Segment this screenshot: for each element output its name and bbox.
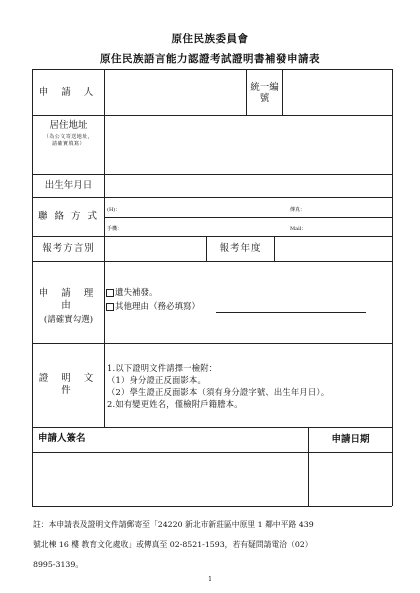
- dialect-label: 報考方言別: [42, 243, 95, 254]
- other-reason-underline: [216, 312, 366, 313]
- address-note: （為公文寄送地址，請確實填寫）: [43, 134, 94, 147]
- footnote: [33, 515, 398, 575]
- dialect-field[interactable]: [105, 237, 206, 261]
- address-label-text: 居住地址: [49, 120, 88, 131]
- id-number-label: 統一編號: [250, 82, 279, 104]
- footnote-line-1: 註：本申請表及證明文件請郵寄至「24220 新北市新莊區中原里 1 鄰中平路 439: [33, 520, 314, 529]
- docs-line-4: 2.如有變更姓名，僅檢附戶籍謄本。: [107, 399, 243, 409]
- home-phone-label: (H)：: [107, 207, 121, 213]
- exam-year-field[interactable]: [275, 237, 392, 261]
- footnote-line-2: 號北棟 16 樓 教育文化處收」或傳真至 02-8521-1593，若有疑問請電洽（02）: [33, 540, 313, 549]
- row-divider: [32, 261, 392, 262]
- org-title: 原住民族委員會: [171, 33, 249, 45]
- apply-date-label: 申請日期: [331, 434, 370, 445]
- mobile-label: 手機：: [107, 226, 123, 232]
- contact-inner-divider: [104, 217, 392, 218]
- docs-list: [107, 362, 392, 410]
- footnote-line-3: 8995-3139。: [33, 560, 84, 569]
- other-checkbox[interactable]: [106, 303, 114, 311]
- docs-line-1: 1.以下證明文件請擇一檢附：: [107, 363, 218, 373]
- id-number-field[interactable]: [283, 70, 392, 115]
- lost-option-text: 遺失補發。: [115, 288, 158, 298]
- table-right-border: [392, 69, 393, 506]
- form-title: 原住民族語言能力認證考試證明書補發申請表: [100, 53, 320, 65]
- exam-year-label: 報考年度: [219, 243, 262, 254]
- applicant-name-field[interactable]: [105, 70, 246, 115]
- other-option-text: 其他理由（務必填寫）: [115, 302, 201, 312]
- lost-checkbox[interactable]: [106, 289, 114, 297]
- table-bottom-border: [32, 506, 392, 507]
- address-label: [33, 120, 104, 148]
- reason-label-text: 申 請 理 由: [38, 288, 99, 311]
- row-divider: [32, 343, 392, 344]
- apply-date-field[interactable]: [309, 453, 392, 506]
- signature-field[interactable]: [33, 453, 308, 506]
- reason-lost-option[interactable]: [106, 287, 158, 299]
- docs-line-3: （2）學生證正反面影本（須有身分證字號、出生年月日）。: [107, 387, 330, 397]
- docs-line-2: （1）身分證正反面影本。: [107, 375, 206, 385]
- birth-date-field[interactable]: [105, 175, 392, 197]
- birth-label: 出生年月日: [44, 180, 93, 191]
- address-field[interactable]: [105, 116, 392, 174]
- page-number: 1: [208, 576, 212, 583]
- reason-label: [33, 288, 104, 326]
- applicant-label: 申 請 人: [38, 86, 99, 98]
- docs-label: 證 明 文 件: [38, 373, 99, 396]
- reason-note: (請確實勾選): [43, 315, 94, 325]
- mail-label: Mail：: [290, 226, 307, 232]
- fax-label: 傳真：: [290, 207, 306, 213]
- contact-label: 聯 絡 方 式: [37, 211, 100, 222]
- signature-label: 申請人簽名: [38, 433, 86, 444]
